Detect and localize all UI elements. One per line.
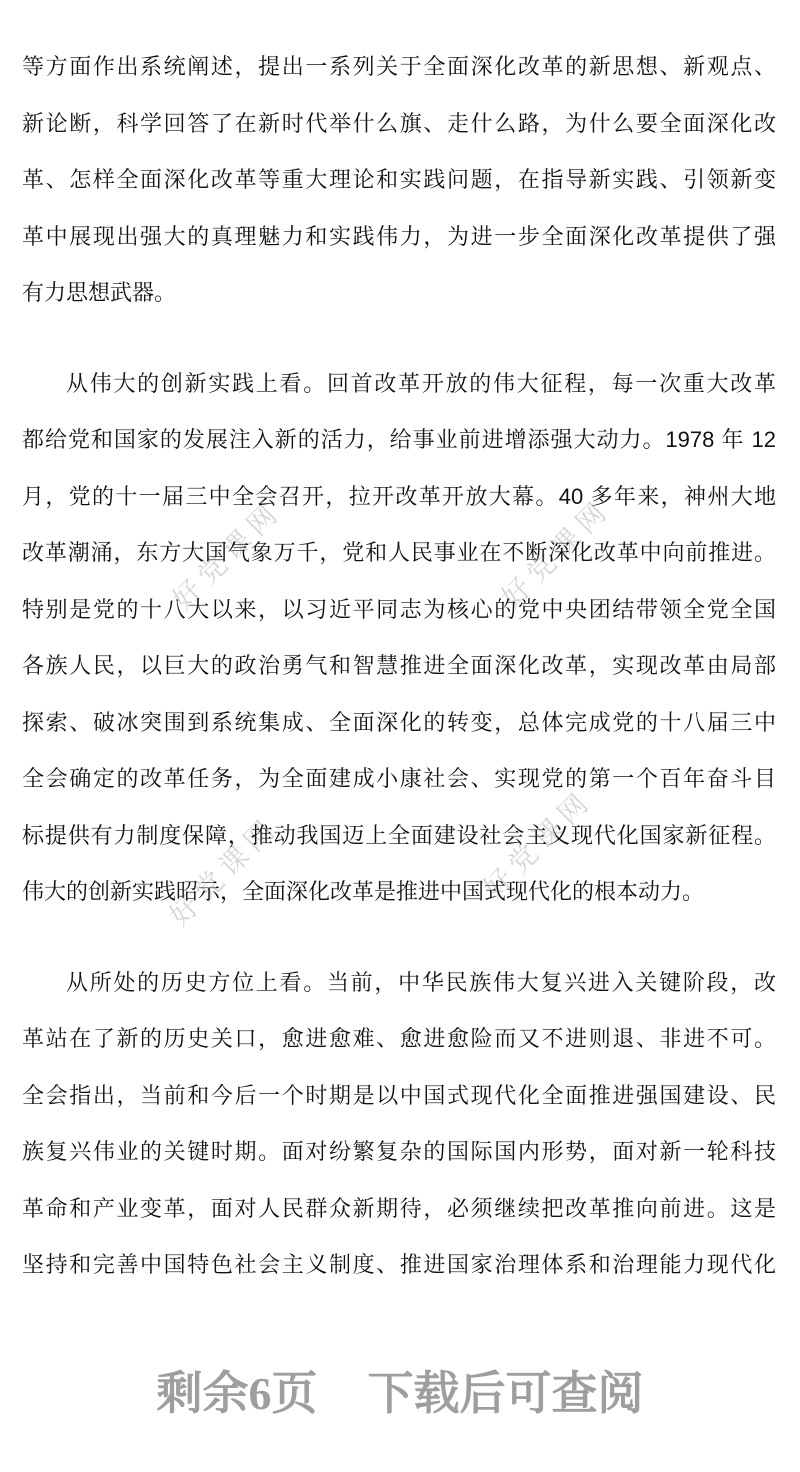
watermark-text: 好党课网	[163, 810, 285, 932]
text-line: 革站在了新的历史关口，愈进愈难、愈进愈险而又不进则退、非进不可。	[22, 1026, 776, 1051]
text-line: 坚持和完善中国特色社会主义制度、推进国家治理体系和治理能力现代化	[22, 1252, 776, 1277]
text-line: 月，党的十一届三中全会召开，拉开改革开放大幕。40 多年来，神州大地	[22, 483, 776, 509]
text-line: 特别是党的十八大以来，以习近平同志为核心的党中央团结带领全党全国	[22, 596, 776, 622]
watermark-text: 好党课网	[495, 492, 617, 614]
text-line: 从所处的历史方位上看。当前，中华民族伟大复兴进入关键阶段，改	[66, 969, 776, 995]
text-line: 全会确定的改革任务，为全面建成小康社会、实现党的第一个百年奋斗目	[22, 766, 776, 791]
remaining-pages-label: 剩余6页	[156, 1368, 318, 1419]
watermark-text: 好党课网	[477, 783, 599, 905]
paragraph	[22, 955, 776, 1294]
text-line: 伟大的创新实践昭示，全面深化改革是推进中国式现代化的根本动力。	[22, 879, 705, 904]
download-notice	[0, 1368, 800, 1421]
text-line: 探索、破冰突围到系统集成、全面深化的转变，总体完成党的十八届三中	[22, 709, 776, 735]
text-line: 新论断，科学回答了在新时代举什么旗、走什么路，为什么要全面深化改	[22, 110, 776, 136]
text-line: 各族人民，以巨大的政治勇气和智慧推进全面深化改革，实现改革由局部	[22, 653, 776, 678]
text-line: 等方面作出系统阐述，提出一系列关于全面深化改革的新思想、新观点、	[22, 54, 776, 79]
text-line: 全会指出，当前和今后一个时期是以中国式现代化全面推进强国建设、民	[22, 1082, 776, 1108]
paragraph	[22, 356, 776, 921]
download-hint-label: 下载后可查阅	[367, 1368, 644, 1419]
text-line: 从伟大的创新实践上看。回首改革开放的伟大征程，每一次重大改革	[66, 370, 776, 396]
document-body	[22, 39, 776, 1294]
paragraph	[22, 39, 776, 322]
text-line: 革、怎样全面深化改革等重大理论和实践问题，在指导新实践、引领新变	[22, 167, 776, 192]
text-line: 族复兴伟业的关键时期。面对纷繁复杂的国际国内形势，面对新一轮科技	[22, 1139, 776, 1164]
text-line: 革中展现出强大的真理魅力和实践伟力，为进一步全面深化改革提供了强	[22, 223, 776, 249]
text-line: 革命和产业变革，面对人民群众新期待，必须继续把改革推向前进。这是	[22, 1195, 776, 1221]
text-line: 标提供有力制度保障，推动我国迈上全面建设社会主义现代化国家新征程。	[22, 822, 776, 848]
text-line: 有力思想武器。	[22, 280, 177, 305]
watermark-text: 好党课网	[166, 494, 288, 616]
text-line: 改革潮涌，东方大国气象万千，党和人民事业在不断深化改革中向前推进。	[22, 540, 776, 565]
text-line: 都给党和国家的发展注入新的活力，给事业前进增添强大动力。1978 年 12	[22, 427, 776, 452]
